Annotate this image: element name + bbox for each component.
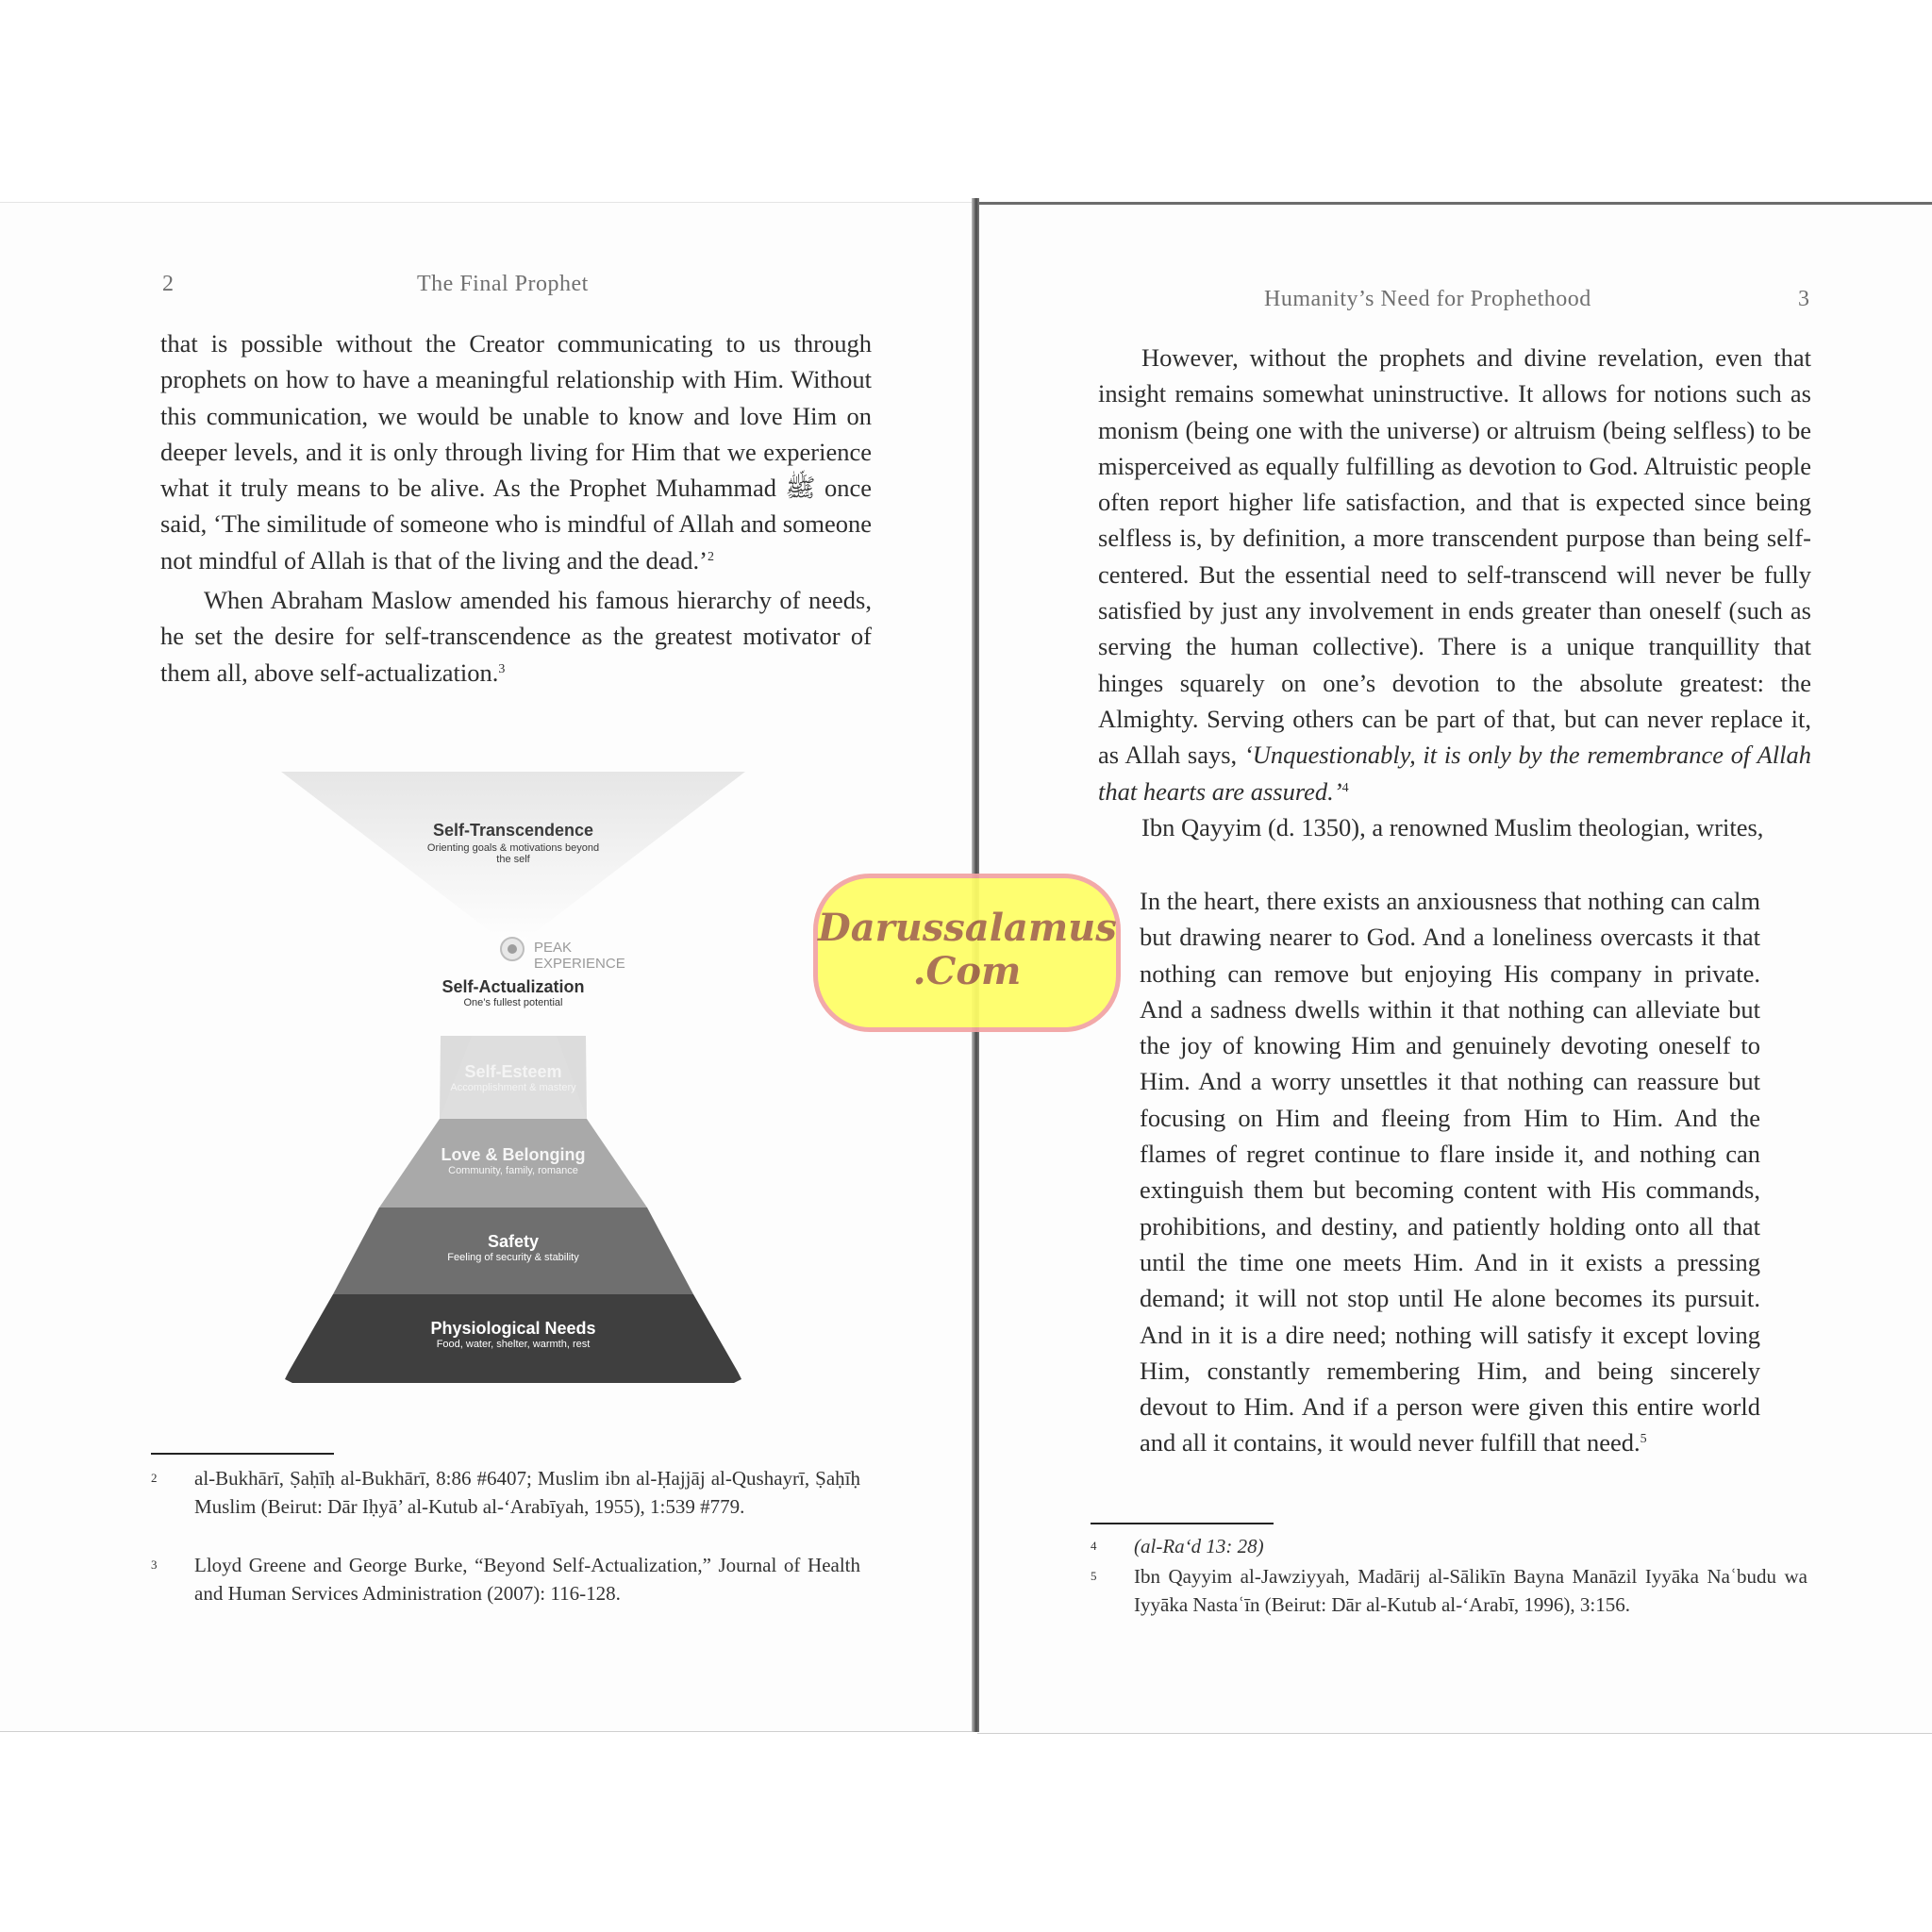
level-label-love-belonging: Love & Belonging Community, family, romance [441,1145,586,1176]
level-label-self-esteem: Self-Esteem Accomplishment & mastery [450,1062,576,1093]
right-footnote-4: 4 (al-Ra‘d 13: 28) [1091,1535,1264,1557]
right-paragraph-1: However, without the prophets and divine revelation, even that insight remains somewhat uninstructive. It allows for notions such as monism (being one with the universe) or altruism (being selfless) to be misperceived as equally fulfilling as devotion to God. Altruistic people often report higher life satisfaction, and that is expected since being selfless is, by definition, a more transcendent purpose than being self-centered. But the essential need to self-transcend will never be fully satisfied by just any involvement in ends greater than oneself (such as serving the human collective). There is a unique tranquillity that hinges squarely on one’s devotion to the absolute greatest: the Almighty. Serving others can be part of that, but can never replace it, as Allah says, ‘Unquestionably, it is only by the remembrance of Allah that hearts are assured.’$^4$ [1098,343,1812,806]
footnote-ref-5: 5 [1640,1432,1647,1447]
right-running-head: Humanity’s Need for Prophethood [1264,287,1591,311]
left-page-number: 2 [162,272,175,296]
quran-quote: ‘Unquestionably, it is only by the remembrance of Allah that hearts are assured.’ [1098,741,1812,806]
left-footnote-3: 3 Lloyd Greene and George Burke, “Beyond Self-Actualization,” Journal of Health and Human Services Administration (2007): 116-128. [151,1554,860,1605]
level-label-self-actualization: Self-Actualization One’s fullest potential [441,977,585,1008]
pyramid-top-label: Self-Transcendence Orienting goals & motivations beyond the self [426,821,600,865]
footnote-ref-2: 2 [707,549,714,564]
right-paragraph-2: Ibn Qayyim (d. 1350), a renowned Muslim theologian, writes, [1141,812,1764,841]
level-label-safety: Safety Feeling of security & stability [447,1232,579,1263]
left-running-head: The Final Prophet [417,272,589,296]
right-footnote-rule [1091,1523,1274,1524]
ibn-qayyim-block-quote [1140,883,1760,1461]
left-paragraph-1: that is possible without the Creator communicating to us through prophets on how to have a meaningful relationship with Him. Without this communication, we would be unable to know and love Him on deeper levels, and it is only through living for Him that we experience what it truly means to be alive. As the Prophet Muhammad ﷺ once said, ‘The similitude of someone who is mindful of Allah and someone not mindful of Allah is that of the living and the dead.’$^2$ [160,329,872,575]
right-page-number: 3 [1798,287,1810,311]
right-body-text [1098,340,1811,845]
block-quote-text: In the heart, there exists an anxiousness that nothing can calm but drawing nearer to God. And a loneliness overcasts it that nothing can remove but enjoying His company in private. And a sadness dwells within it that nothing can alleviate but the joy of knowing Him and genuinely devoting oneself to Him. And a worry unsettles it that nothing can reassure but focusing on Him and fleeing from Him to Him. And the flames of regret continue to flare inside it, and nothing can extinguish them but becoming content with His commands, prohibitions, and destiny, and patiently holding onto all that until the time one meets Him. And in it exists a pressing demand; it will not stop until He alone becomes its pursuit. And in it is a dire need; nothing will satisfy it except loving Him, constantly remembering Him, and being sincerely devout to Him. And if a person were given this entire world and all it contains, it would never fulfill that need.$^5$ [1140,887,1760,1457]
peak-experience-label: PEAK EXPERIENCE [534,940,625,972]
level-label-physiological: Physiological Needs Food, water, shelter, warmth, rest [430,1319,596,1350]
right-footnote-5: 5 Ibn Qayyim al-Jawziyyah, Madārij al-Sālikīn Bayna Manāzil Iyyāka Naʿbudu wa Iyyāka Nastaʿīn (Beirut: Dār al-Kutub al-‘Arabī, 1996), 3:156. [1091,1565,1807,1616]
footnote-ref-4: 4 [1341,780,1349,795]
left-paragraph-2: When Abraham Maslow amended his famous hierarchy of needs, he set the desire for self-transcendence as the greatest motivator of them all, above self-actualization.$^3$ [160,586,872,687]
left-footnote-rule [151,1453,334,1455]
left-footnote-2: 2 al-Bukhārī, Ṣaḥīḥ al-Bukhārī, 8:86 #6407; Muslim ibn al-Ḥajjāj al-Qushayrī, Ṣaḥīḥ Muslim (Beirut: Dār Iḥyā’ al-Kutub al-‘Arabīyah, 1955), 1:539 #779. [151,1467,860,1518]
darussalamus-watermark: Darussalamus .Com [813,874,1121,1032]
footnote-ref-3: 3 [498,661,506,676]
